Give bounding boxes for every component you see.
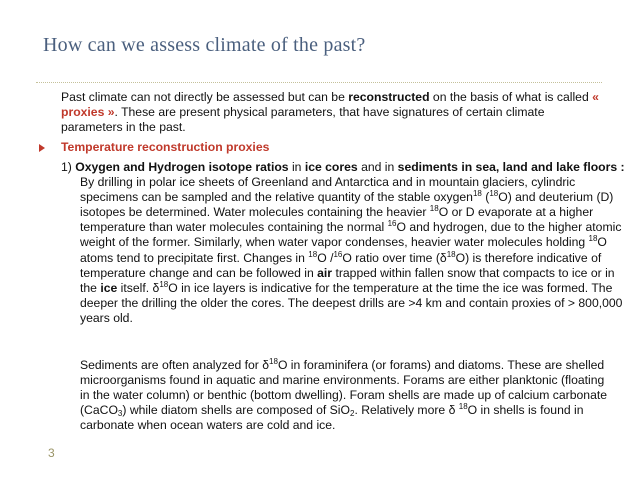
section-heading: Temperature reconstruction proxies bbox=[61, 140, 270, 154]
intro-paragraph: Past climate can not directly be assessed but can be reconstructed on the basis of what is called « proxies ». These are present physical parameters, that have signatures of certain climate parameters in the past. bbox=[61, 90, 599, 135]
slide-title: How can we assess climate of the past? bbox=[43, 34, 366, 56]
arrow-bullet-icon bbox=[39, 144, 45, 152]
title-divider bbox=[36, 82, 602, 83]
page-number: 3 bbox=[48, 446, 55, 460]
proxies-term: « proxies » bbox=[61, 90, 599, 120]
isotope-paragraph: 1) Oxygen and Hydrogen isotope ratios in ice cores and in sediments in sea, land and lake floors : By drilling in polar ice sheets of Greenland and Antarctica and in mountain glaciers, cylindric specimens can be sampled and the relative quantity of the stable oxygen$^{18}$ ($^{18}$O) and deuterium (D) isotopes be determined. Water molecules containing the heavier $^{18}$O or D evaporate at a higher temperature than water molecules containing the normal $^{16}$O and hydrogen, due to the higher atomic weight of the former. Similarly, when water vapor condenses, heavier water molecules holding $^{18}$O atoms tend to precipitate first. Changes in $^{18}$O /$^{16}$O ratio over time $(\delta^{18}O)$ is therefore indicative of temperature change and can be followed in air trapped within fallen snow that compacts to ice or in the ice itself. $\delta^{18}O$ in ice layers is indicative for the temperature at the time the ice was formed. The deeper the drilling the older the cores. The deepest drills are >4 km and contain proxies of > 800,000 years old. bbox=[61, 160, 625, 325]
sediments-paragraph: Sediments are often analyzed for $\delta^{18}O$ in foraminifera (or forams) and diatoms. These are shelled microorganisms found in aquatic and marine environments. Forams are either planktonic (floating in the water column) or benthic (bottom dwelling). Foram shells are made up of calcium carbonate (CaCO$_3$) while diatom shells are composed of SiO$_2$. Relatively more δ $^{18}$O in shells is found in carbonate when ocean waters are cold and ice. bbox=[80, 357, 608, 433]
